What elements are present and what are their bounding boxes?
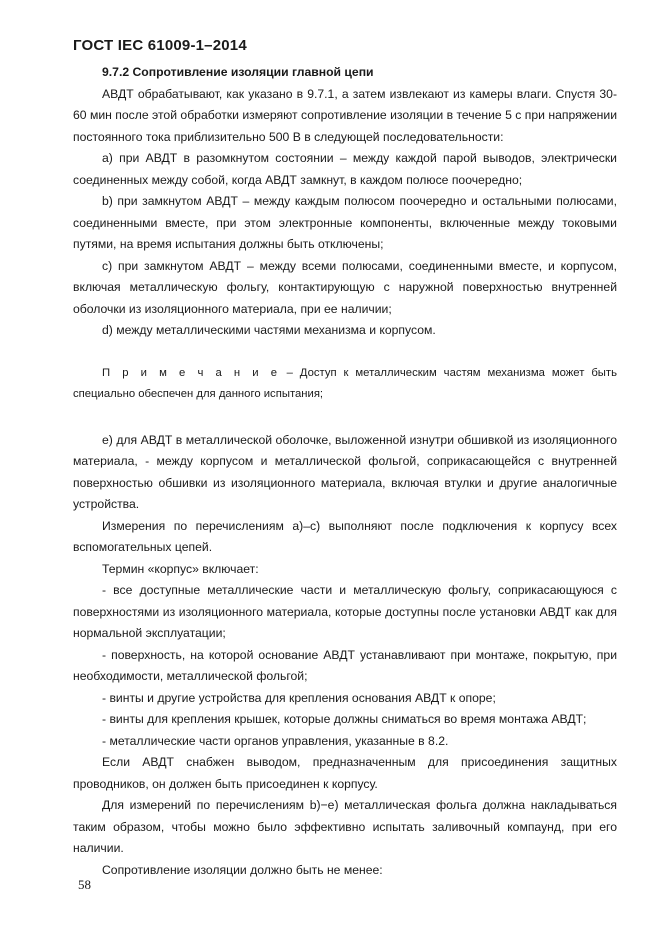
paragraph-term: Термин «корпус» включает:: [102, 561, 259, 576]
paragraph-intro: АВДТ обрабатывают, как указано в 9.7.1, а затем извлекают из камеры влаги. Спустя 30-60 мин после этой обработки измеряют сопротивление изоляции в течение 5 с при напряжении постоянного тока приблизительно 500 В в следующей последовательности:: [73, 86, 617, 144]
document-body: [73, 62, 617, 881]
term-item: - металлические части органов управления, указанные в 8.2.: [102, 733, 449, 748]
note-lead: П р и м е ч а н и е: [102, 366, 280, 379]
list-item-d: d) между металлическими частями механизма и корпусом.: [102, 323, 436, 337]
note: [73, 363, 617, 405]
term-item: - винты для крепления крышек, которые должны сниматься во время монтажа АВДТ;: [102, 712, 587, 726]
list-item-e: е) для АВДТ в металлической оболочке, выложенной изнутри обшивкой из изоляционного материала, - между корпусом и металлической фольгой, соприкасающейся с внутренней поверхностью обшивки из изоляционного материала, включая втулки и другие аналогичные устройства.: [73, 432, 617, 511]
paragraph-foil: Для измерений по перечислениям b)−е) металлическая фольга должна накладываться таким образом, чтобы можно было эффективно испытать заливочный компаунд, при его наличии.: [73, 798, 617, 855]
paragraph-measurements: Измерения по перечислениям а)–с) выполняют после подключения к корпусу всех вспомогательных цепей.: [73, 518, 617, 554]
paragraph-resistance: Сопротивление изоляции должно быть не менее:: [102, 862, 383, 877]
term-item: - поверхность, на которой основание АВДТ устанавливают при монтаже, покрытую, при необходимости, металлической фольгой;: [73, 647, 617, 683]
paragraph-terminal: Если АВДТ снабжен выводом, предназначенным для присоединения защитных проводников, он должен быть присоединен к корпусу.: [73, 755, 617, 791]
page-number: 58: [78, 877, 91, 892]
list-item-b: b) при замкнутом АВДТ – между каждым полюсом поочередно и остальными полюсами, соединенными вместе, при этом электронные компоненты, включенные между токовыми путями, на время испытания должны быть отключены;: [73, 194, 617, 251]
document-header: ГОСТ IEC 61009-1–2014: [73, 37, 247, 54]
note-text: – Доступ к металлическим частям механизма может быть специально обеспечен для данного испытания;: [73, 366, 617, 400]
term-item: - все доступные металлические части и металлическую фольгу, соприкасающуюся с поверхностями из изоляционного материала, которые доступны после установки АВДТ как для нормальной эксплуатации;: [73, 583, 617, 640]
list-item-a: а) при АВДТ в разомкнутом состоянии – между каждой парой выводов, электрически соединенных между собой, когда АВДТ замкнут, в каждом полюсе поочередно;: [73, 151, 617, 187]
term-item: - винты и другие устройства для крепления основания АВДТ к опоре;: [102, 690, 496, 705]
list-item-c: с) при замкнутом АВДТ – между всеми полюсами, соединенными вместе, и корпусом, включая металлическую фольгу, контактирующую с наружной поверхностью внутренней оболочки из изоляционного материала, при ее наличии;: [73, 258, 617, 316]
section-title: 9.7.2 Сопротивление изоляции главной цепи: [102, 65, 374, 79]
